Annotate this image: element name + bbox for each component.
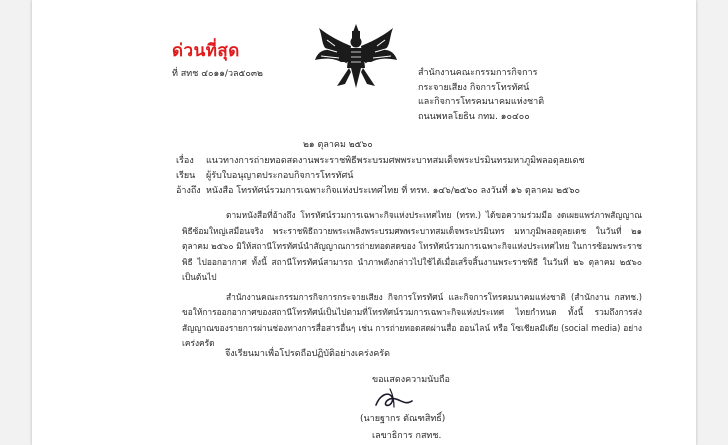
office-line: ถนนพหลโยธิน กทม. ๑๐๔๐๐ bbox=[418, 111, 530, 122]
reference-row bbox=[176, 184, 646, 199]
office-line: สำนักงานคณะกรรมการกิจการ bbox=[418, 68, 538, 78]
urgency-heading: ด่วนที่สุด bbox=[172, 41, 240, 61]
office-line: กระจายเสียง กิจการโทรทัศน์ bbox=[418, 82, 530, 93]
recipient-label: เรียน bbox=[176, 171, 196, 181]
reference-label: อ้างถึง bbox=[176, 186, 201, 196]
letter-date: ๒๑ ตุลาคม ๒๕๖๐ bbox=[303, 140, 373, 150]
letter-metadata bbox=[176, 154, 646, 199]
recipient-text: ผู้รับใบอนุญาตประกอบกิจการโทรทัศน์ bbox=[206, 171, 354, 181]
respect-line: ขอแสดงความนับถือ bbox=[372, 375, 450, 385]
recipient-row bbox=[176, 169, 646, 184]
subject-row bbox=[176, 154, 646, 169]
subject-text: แนวทางการถ่ายทอดสดงานพระราชพิธีพระบรมศพพระบาทสมเด็จพระปรมินทรมหาภูมิพลอดุลยเดช bbox=[206, 156, 585, 166]
letter-body bbox=[182, 208, 642, 356]
body-paragraph-2: สำนักงานคณะกรรมการกิจการกระจายเสียง กิจการโทรทัศน์ และกิจการโทรคมนาคมแห่งชาติ (สำนักงาน กสทช.) ขอให้การออกอากาศของสถานีโทรทัศน์เป็นไปตามที่โทรทัศน์รวมการเฉพาะกิจแห่งประเทศ ไทยกำหนด ทั้งนี้ รวมถึงการส่งสัญญาณของรายการผ่านช่องทางการสื่อสารอื่นๆ เช่น การถ่ายทอดสดผ่านสื่อ ออนไลน์ หรือ โซเชียลมีเดีย (social media) อย่างเคร่งครัด bbox=[182, 291, 642, 348]
office-line: และกิจการโทรคมนาคมแห่งชาติ bbox=[418, 97, 545, 107]
issuing-office-address bbox=[418, 66, 628, 124]
signer-name: (นายฐากร ตัณฑสิทธิ์) bbox=[360, 414, 446, 424]
signer-title: เลขาธิการ กสทช. bbox=[372, 431, 442, 441]
garuda-emblem-icon bbox=[313, 22, 399, 92]
body-paragraph-1: ตามหนังสือที่อ้างถึง โทรทัศน์รวมการเฉพาะกิจแห่งประเทศไทย (ทรท.) ได้ขอความร่วมมือ งดเผยแพร่ภาพสัญญาณพิธีซ้อมใหญ่เสมือนจริง พระราชพิธีถวายพระเพลิงพระบรมศพพระบาทสมเด็จพระปรมินทร มหาภูมิพลอดุลยเดช ในวันที่ ๒๑ ตุลาคม ๒๕๖๐ มิให้สถานีโทรทัศน์นำสัญญาณการถ่ายทอดสดของ โทรทัศน์รวมการเฉพาะกิจแห่งประเทศไทย ในการซ้อมพระราชพิธี ไปออกอากาศ ทั้งนี้ สถานีโทรทัศน์สามารถ นำภาพดังกล่าวไปใช้ได้เมื่อเสร็จสิ้นงานพระราชพิธี ในวันที่ ๒๖ ตุลาคม ๒๕๖๐ เป็นต้นไป bbox=[182, 210, 642, 282]
subject-label: เรื่อง bbox=[176, 156, 194, 166]
closing-line: จึงเรียนมาเพื่อโปรดถือปฏิบัติอย่างเคร่งครัด bbox=[225, 349, 390, 359]
reference-number: ที่ สทช ๔๐๑๑/วล๕๐๓๒ bbox=[172, 69, 263, 79]
reference-text: หนังสือ โทรทัศน์รวมการเฉพาะกิจแห่งประเทศไทย ที่ ทรท. ๑๔๖/๒๕๖๐ ลงวันที่ ๑๖ ตุลาคม ๒๕๖๐ bbox=[206, 186, 581, 196]
